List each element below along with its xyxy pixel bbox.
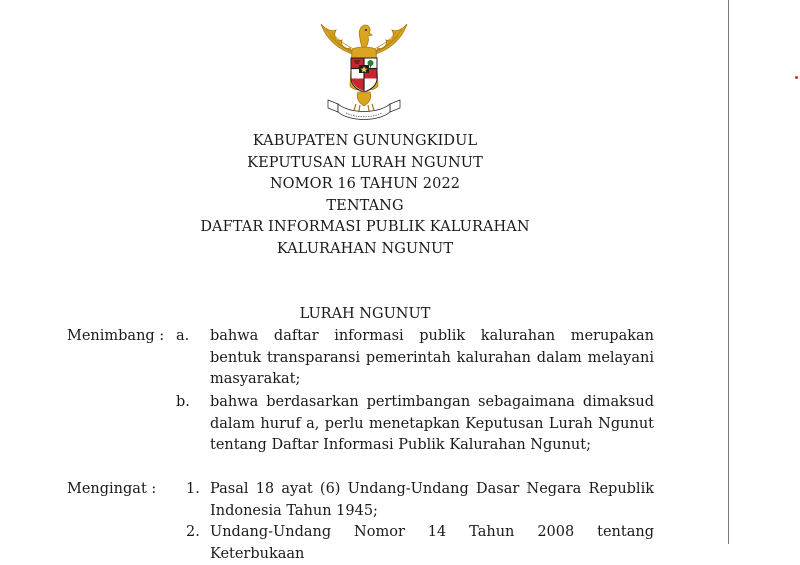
menimbang-clause-a: bahwa daftar informasi publik kalurahan merupakan bentuk transparansi pemerintah kalurahan dalam melayani masyarakat; xyxy=(210,328,654,388)
about-word: TENTANG xyxy=(326,197,404,214)
page-edge-divider xyxy=(728,0,729,544)
mengingat-label: Mengingat : xyxy=(67,481,157,497)
menimbang-clause-b: bahwa berdasarkan pertimbangan sebagaimana dimaksud dalam huruf a, perlu menetapkan Keputusan Lurah Ngunut tentang Daftar Informasi Publik Kalurahan Ngunut; xyxy=(210,394,654,454)
mengingat-marker-2: 2. xyxy=(186,524,200,540)
mengingat-clause-2: Undang-Undang Nomor 14 Tahun 2008 tentang Keterbukaan xyxy=(210,524,654,562)
decree-subject: DAFTAR INFORMASI PUBLIK KALURAHAN xyxy=(200,219,530,236)
menimbang-marker-a: a. xyxy=(176,328,190,344)
decree-heading xyxy=(200,131,530,261)
mengingat-marker-1: 1. xyxy=(186,481,200,497)
annotation-dot xyxy=(795,76,798,79)
village-name: KALURAHAN NGUNUT xyxy=(276,240,454,257)
decree-number: NOMOR 16 TAHUN 2022 xyxy=(269,176,461,193)
decree-title: KEPUTUSAN LURAH NGUNUT xyxy=(247,154,483,171)
regency-name: KABUPATEN GUNUNGKIDUL xyxy=(252,133,478,149)
menimbang-label: Menimbang : xyxy=(67,328,165,344)
menimbang-marker-b: b. xyxy=(176,394,190,410)
mengingat-clause-1: Pasal 18 ayat (6) Undang-Undang Dasar Negara Republik Indonesia Tahun 1945; xyxy=(210,481,654,519)
garuda-pancasila-emblem-icon xyxy=(318,20,410,122)
official-title: LURAH NGUNUT xyxy=(299,306,431,322)
